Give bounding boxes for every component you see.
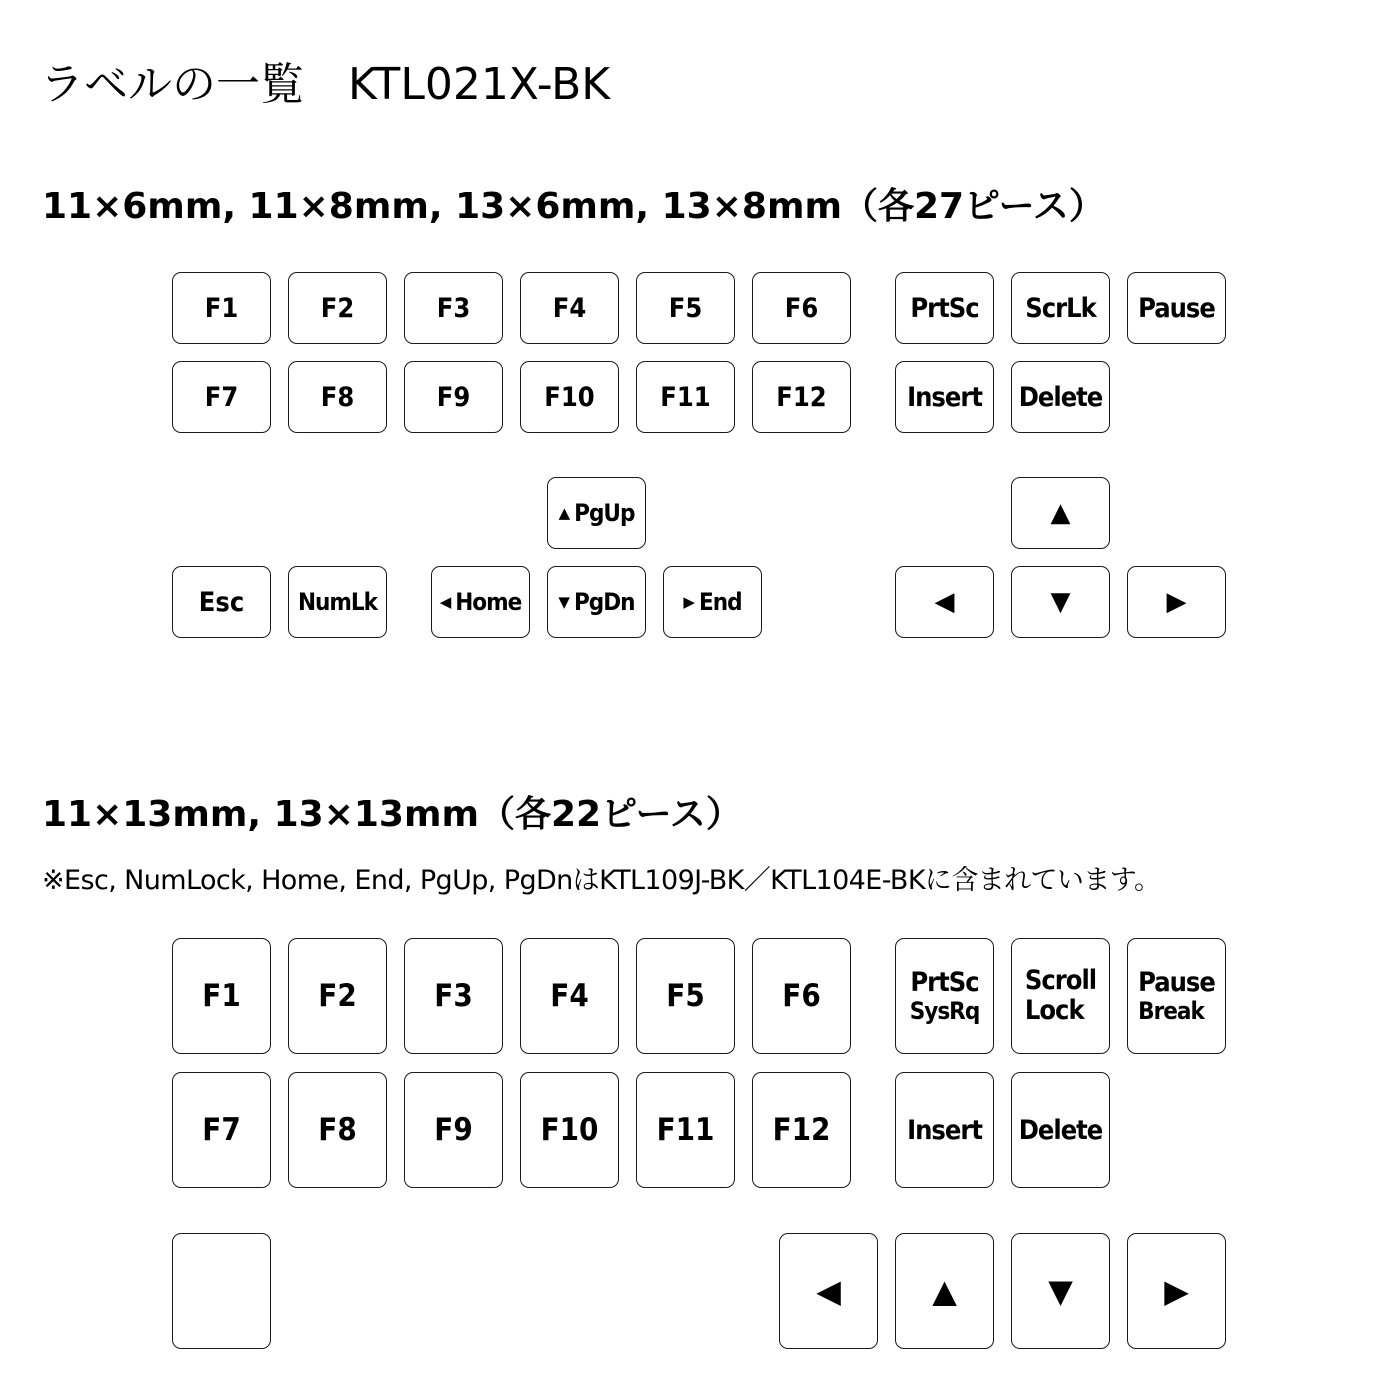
label-f9: F9 [404,361,503,433]
large-label-f10: F10 [520,1072,619,1188]
label-f4: F4 [520,272,619,344]
arrow-down-icon: ▼ [1048,1272,1073,1310]
label-numlk [288,566,387,638]
label-f12: F12 [752,361,851,433]
label-home-text: Home [455,588,522,616]
label-f8: F8 [288,361,387,433]
label-pgup-text: PgUp [574,499,635,527]
arrow-right-icon: ▶ [1164,1272,1189,1310]
arrow-left-icon: ◀ [816,1272,841,1310]
arrow-left-icon: ◀ [934,587,955,617]
triangle-down-icon: ▼ [558,593,570,611]
label-f1: F1 [172,272,271,344]
large-label-prtsc-sysrq [895,938,994,1054]
label-insert: Insert [895,361,994,433]
large-label-scroll-text: Scroll [1024,965,1097,997]
large-label-f1: F1 [172,938,271,1054]
label-f3: F3 [404,272,503,344]
large-label-arrow-left [779,1233,878,1349]
label-pgup [547,477,646,549]
arrow-up-icon: ▲ [1050,498,1071,528]
arrow-right-icon: ▶ [1166,587,1187,617]
large-label-prtsc-text: PrtSc [910,966,979,998]
large-label-pause-break [1127,938,1226,1054]
large-label-insert [895,1072,994,1188]
large-label-insert-text: Insert [907,1114,982,1146]
large-label-lock-text: Lock [1024,995,1084,1026]
large-label-pause-text: Pause [1138,966,1215,998]
label-f10: F10 [520,361,619,433]
triangle-up-icon: ▲ [558,504,571,522]
large-label-f11: F11 [636,1072,735,1188]
arrow-down-icon: ▼ [1050,587,1071,617]
label-arrow-right [1127,566,1226,638]
large-label-delete-text: Delete [1018,1114,1103,1146]
label-f7: F7 [172,361,271,433]
label-scrlk: ScrLk [1011,272,1110,344]
large-label-f2: F2 [288,938,387,1054]
label-f11: F11 [636,361,735,433]
large-label-arrow-up [895,1233,994,1349]
label-end [663,566,762,638]
label-arrow-down [1011,566,1110,638]
label-arrow-left [895,566,994,638]
label-f2: F2 [288,272,387,344]
large-label-f4: F4 [520,938,619,1054]
label-pgdn-text: PgDn [573,588,635,616]
large-label-f8: F8 [288,1072,387,1188]
label-prtsc: PrtSc [895,272,994,344]
arrow-up-icon: ▲ [932,1272,957,1310]
large-label-f12: F12 [752,1072,851,1188]
label-delete: Delete [1011,361,1110,433]
large-label-f5: F5 [636,938,735,1054]
label-f6: F6 [752,272,851,344]
label-esc: Esc [172,566,271,638]
triangle-right-icon: ▶ [683,593,695,611]
page-title: ラベルの一覧 KTL021X-BK [40,59,611,110]
label-end-text: End [698,588,742,616]
large-label-arrow-right [1127,1233,1226,1349]
large-label-sysrq-text: SysRq [909,996,980,1025]
large-label-f7: F7 [172,1072,271,1188]
large-label-f9: F9 [404,1072,503,1188]
label-pgdn [547,566,646,638]
label-numlk-text: NumLk [297,588,378,616]
large-label-delete [1011,1072,1110,1188]
section2-heading: 11×13mm, 13×13mm（各22ピース） [42,794,742,835]
large-label-f3: F3 [404,938,503,1054]
section2-note: ※Esc, NumLock, Home, End, PgUp, PgDnはKTL109J-BK／KTL104E-BKに含まれています。 [42,865,1161,896]
large-label-break-text: Break [1138,996,1204,1025]
label-f5: F5 [636,272,735,344]
label-pause: Pause [1127,272,1226,344]
large-label-f6: F6 [752,938,851,1054]
triangle-left-icon: ◀ [439,593,452,611]
large-label-arrow-down [1011,1233,1110,1349]
section1-heading: 11×6mm, 11×8mm, 13×6mm, 13×8mm（各27ピース） [42,186,1105,227]
label-home [431,566,530,638]
large-label-blank [172,1233,271,1349]
large-label-scroll-lock [1011,938,1110,1054]
label-arrow-up [1011,477,1110,549]
